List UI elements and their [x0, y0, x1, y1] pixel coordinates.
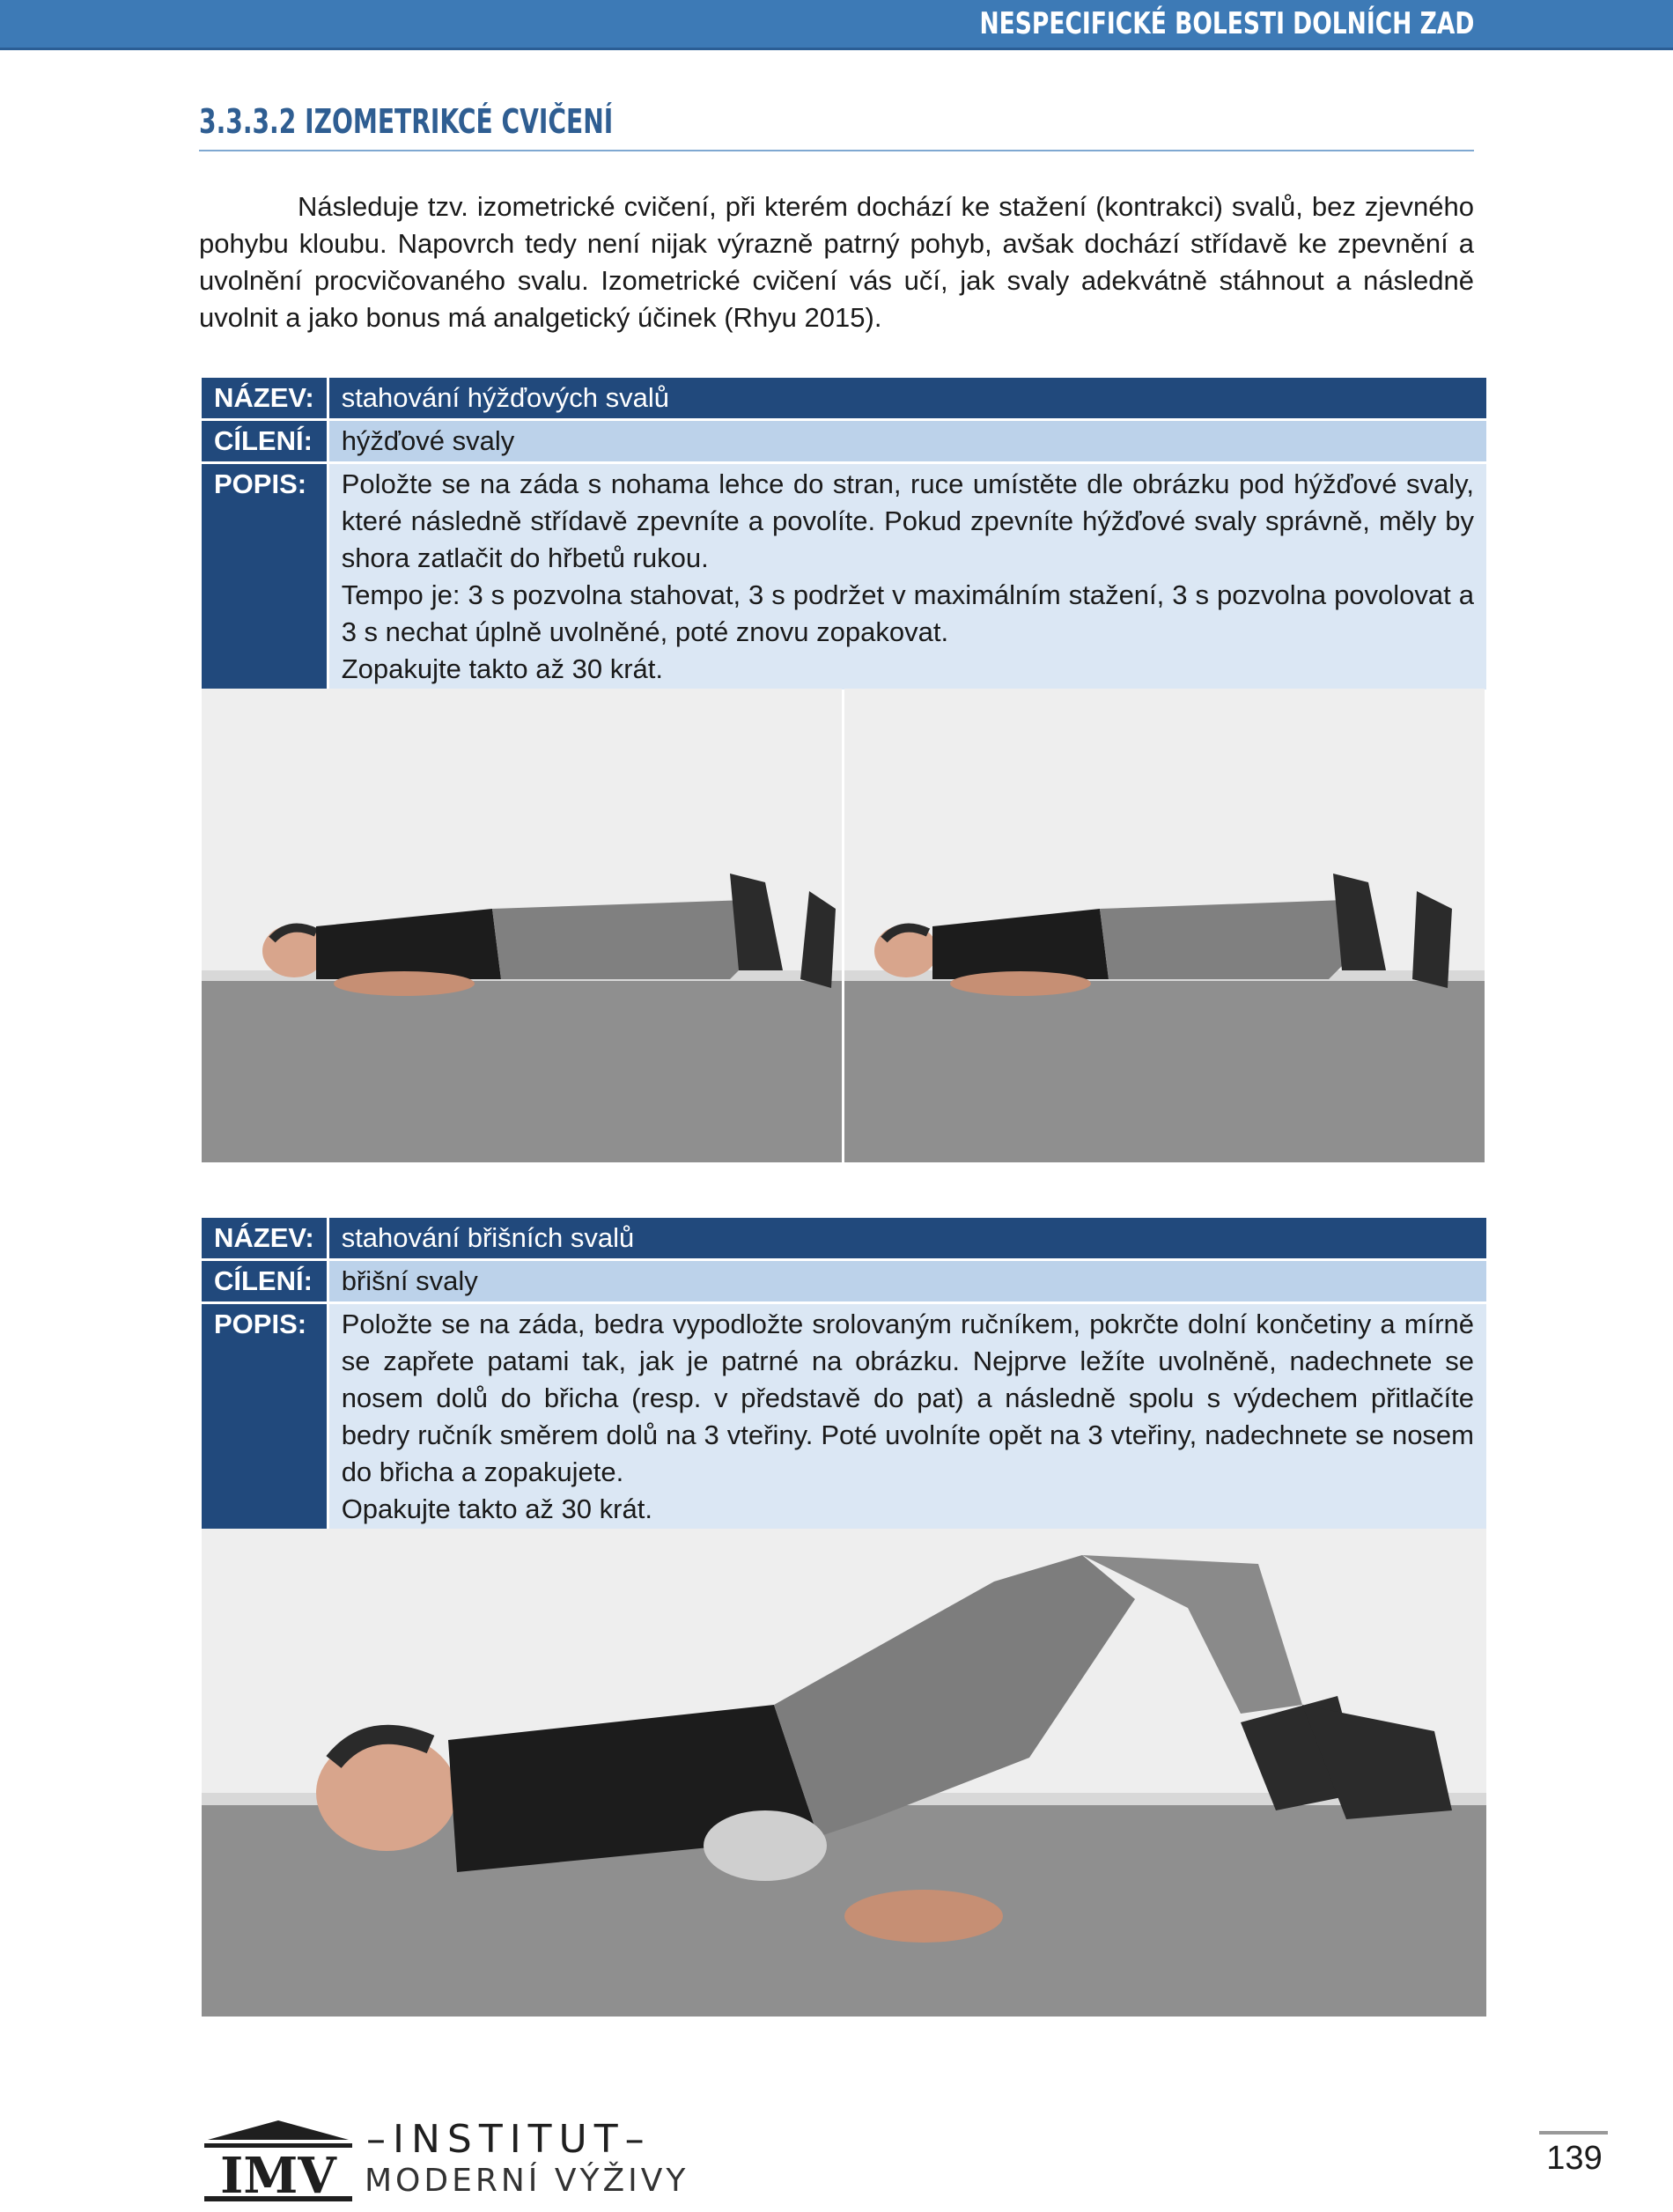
exercise-photo-1a: [202, 689, 842, 1162]
desc-line: Opakujte takto až 30 krát.: [341, 1493, 652, 1524]
exercise-photo-2: [202, 1529, 1486, 2017]
exercise-name: stahování břišních svalů: [329, 1218, 1486, 1258]
exercise-target: hýžďové svaly: [329, 421, 1486, 461]
logo-mark: IMV: [220, 2147, 336, 2205]
logo-building-icon: [199, 2119, 357, 2207]
label-desc: POPIS:: [202, 1304, 327, 1530]
desc-line: Tempo je: 3 s pozvolna stahovat, 3 s podržet v maximálním stažení, 3 s pozvolna povolovat a 3 s nechat úplně uvolněné, poté znovu zopakovat.: [341, 579, 1474, 647]
exercise-name: stahování hýžďových svalů: [329, 378, 1486, 418]
exercise-description: [329, 464, 1486, 689]
page-number: 139: [1546, 2140, 1603, 2177]
label-target: CÍLENÍ:: [202, 1261, 327, 1301]
label-name: NÁZEV:: [202, 1218, 327, 1258]
running-title: NESPECIFICKÉ BOLESTI DOLNÍCH ZAD: [979, 6, 1474, 41]
institute-logo: [199, 2117, 689, 2207]
title-rule: [199, 150, 1474, 151]
page-number-rule: [1539, 2131, 1608, 2135]
label-desc: POPIS:: [202, 464, 327, 689]
logo-line-2: MODERNÍ VÝŽIVY: [365, 2163, 689, 2199]
exercise-target: břišní svaly: [329, 1261, 1486, 1301]
header-bar: [0, 0, 1673, 50]
label-name: NÁZEV:: [202, 378, 327, 418]
section-title: 3.3.3.2 IZOMETRIKCÉ CVIČENÍ: [199, 102, 614, 141]
intro-paragraph: Následuje tzv. izometrické cvičení, při kterém dochází ke stažení (kontrakci) svalů, bez zjevného pohybu kloubu. Napovrch tedy není nijak výrazně patrný pohyb, avšak dochází střídavě ke zpevnění a uvolnění procvičovaného svalu. Izometrické cvičení vás učí, jak svaly adekvátně stáhnout a následně uvolnit a jako bonus má analgetický účinek (Rhyu 2015).: [199, 191, 1474, 333]
exercise-table-1: [199, 375, 1489, 692]
logo-line-1: –INSTITUT–: [366, 2117, 652, 2162]
label-target: CÍLENÍ:: [202, 421, 327, 461]
desc-line: Zopakujte takto až 30 krát.: [341, 653, 663, 684]
exercise-table-2: [199, 1215, 1489, 1532]
desc-line: Položte se na záda, bedra vypodložte srolovaným ručníkem, pokrčte dolní končetiny a mírně se zapřete patami tak, jak je patrné na obrázku. Nejprve ležíte uvolněně, nadechnete se nosem dolů do břicha (resp. v představě do pat) a následně spolu s výdechem přitlačíte bedry ručník směrem dolů na 3 vteřiny. Poté uvolníte opět na 3 vteřiny, nadechnete se nosem do břicha a zopakujete.: [341, 1309, 1474, 1487]
exercise-description: [329, 1304, 1486, 1530]
desc-line: Položte se na záda s nohama lehce do stran, ruce umístěte dle obrázku pod hýžďové svaly, které následně střídavě zpevníte a povolíte. Pokud zpevníte hýžďové svaly správně, měly by shora zatlačit do hřbetů rukou.: [341, 468, 1474, 573]
exercise-photo-1b: [844, 689, 1485, 1162]
